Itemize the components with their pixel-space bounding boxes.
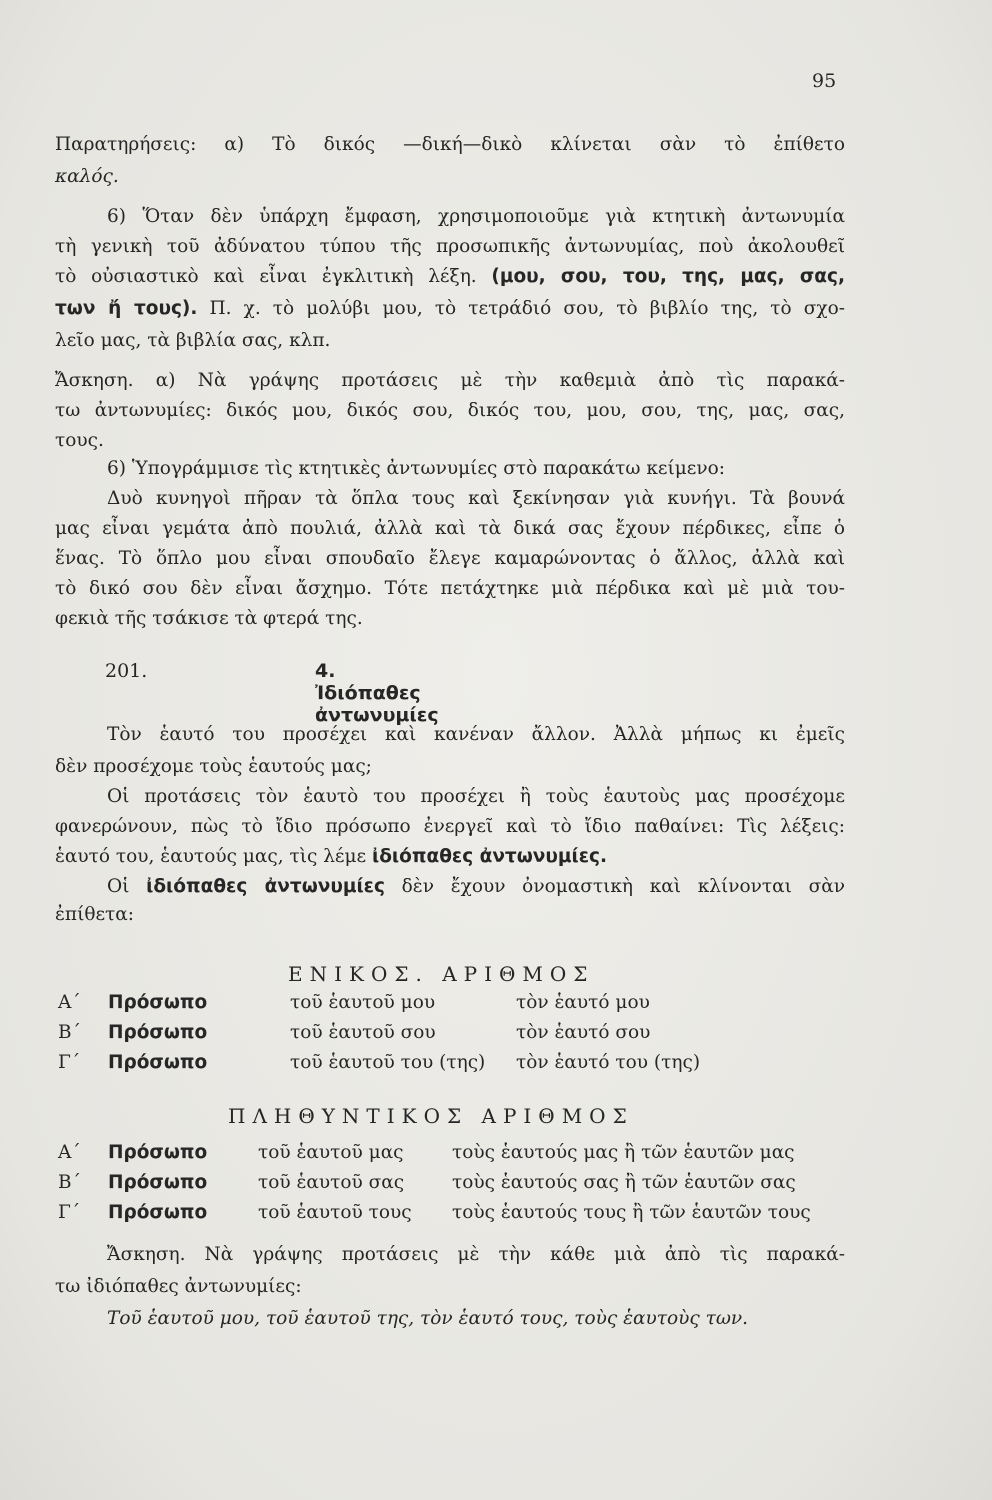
story-line3: ἕνας. Τὸ ὅπλο μου εἶναι σπουδαῖο ἔλεγε καμαρώνοντας ὁ ἄλλος, ἀλλὰ καὶ xyxy=(55,548,845,569)
observation-b-line2: τὴ γενικὴ τοῦ ἀδύνατου τύπου τῆς προσωπικῆς ἀντωνυμίας, ποὺ ἀκολουθεῖ xyxy=(55,236,845,257)
row-genitive: τοῦ ἑαυτοῦ μας xyxy=(258,1142,404,1163)
exercise1-line3: τους. xyxy=(55,430,104,451)
row-number: Β΄ xyxy=(58,1172,81,1193)
story-line4: τὸ δικό σου δὲν εἶναι ἄσχημο. Τότε πετάχτηκε μιὰ πέρδικα καὶ μὲ μιὰ του- xyxy=(55,578,845,599)
row-genitive: τοῦ ἑαυτοῦ σας xyxy=(258,1172,405,1193)
page-number: 95 xyxy=(812,70,837,92)
row-accusative: τοὺς ἑαυτούς σας ἢ τῶν ἑαυτῶν σας xyxy=(452,1172,796,1193)
section-line5: ἑαυτό του, ἑαυτούς μας, τὶς λέμε ἰδιόπαθες ἀντωνυμίες. xyxy=(55,846,608,867)
row-label: Πρόσωπο xyxy=(108,1022,208,1043)
observation-b-line1: 6) Ὅταν δὲν ὑπάρχη ἔμφαση, χρησιμοποιοῦμε γιὰ κτητικὴ ἀντωνυμία xyxy=(107,206,845,227)
exercise2-line3: Τοῦ ἑαυτοῦ μου, τοῦ ἑαυτοῦ της, τὸν ἑαυτό τους, τοὺς ἑαυτοὺς των. xyxy=(107,1308,749,1329)
row-number: Γ΄ xyxy=(58,1052,81,1073)
row-number: Α΄ xyxy=(58,992,81,1013)
row-label: Πρόσωπο xyxy=(108,992,208,1013)
observation-a-line2: καλός. xyxy=(55,166,119,187)
exercise2-line1: Ἄσκηση. Νὰ γράψης προτάσεις μὲ τὴν κάθε μιὰ ἀπὸ τὶς παρακά- xyxy=(107,1244,845,1265)
exercise1-line1: Ἄσκηση. α) Νὰ γράψης προτάσεις μὲ τὴν καθεμιὰ ἀπὸ τὶς παρακά- xyxy=(55,370,845,391)
row-number: Γ΄ xyxy=(58,1202,81,1223)
row-label: Πρόσωπο xyxy=(108,1172,208,1193)
row-number: Β΄ xyxy=(58,1022,81,1043)
section-number: 201. xyxy=(105,660,148,682)
row-accusative: τοὺς ἑαυτούς μας ἢ τῶν ἑαυτῶν μας xyxy=(452,1142,795,1163)
observation-a-line1: Παρατηρήσεις: α) Τὸ δικός —δική—δικὸ κλίνεται σὰν τὸ ἐπίθετο xyxy=(55,134,845,155)
section-line6: Οἱ ἰδιόπαθες ἀντωνυμίες δὲν ἔχουν ὀνομαστικὴ καὶ κλίνονται σὰν xyxy=(107,876,845,897)
section-line3: Οἱ προτάσεις τὸν ἑαυτὸ του προσέχει ἢ τοὺς ἑαυτοὺς μας προσέχομε xyxy=(107,786,845,807)
row-accusative: τὸν ἑαυτό σου xyxy=(516,1022,651,1043)
singular-table-title: ΕΝΙΚΟΣ. ΑΡΙΘΜΟΣ xyxy=(288,962,595,986)
row-accusative: τὸν ἑαυτό του (της) xyxy=(516,1052,701,1073)
section-title: 4. Ἰδιόπαθες ἀντωνυμίες xyxy=(315,660,439,726)
story-line1: Δυὸ κυνηγοὶ πῆραν τὰ ὅπλα τους καὶ ξεκίνησαν γιὰ κυνήγι. Τὰ βουνά xyxy=(107,488,845,509)
row-label: Πρόσωπο xyxy=(108,1202,208,1223)
exercise1-line2: τω ἀντωνυμίες: δικός μου, δικός σου, δικός του, μου, σου, της, μας, σας, xyxy=(55,400,845,421)
exercise1-b-line1: 6) Ὑπογράμμισε τὶς κτητικὲς ἀντωνυμίες στὸ παρακάτω κείμενο: xyxy=(107,458,725,479)
story-line5: φεκιὰ τῆς τσάκισε τὰ φτερά της. xyxy=(55,608,363,629)
story-line2: μας εἶναι γεμάτα ἀπὸ πουλιά, ἀλλὰ καὶ τὰ δικά σας ἔχουν πέρδικες, εἶπε ὁ xyxy=(55,518,845,539)
observation-b-line4: των ἤ τους). Π. χ. τὸ μολύβι μου, τὸ τετράδιό σου, τὸ βιβλίο της, τὸ σχο- xyxy=(55,298,845,319)
section-line7: ἐπίθετα: xyxy=(55,904,135,925)
row-genitive: τοῦ ἑαυτοῦ του (της) xyxy=(290,1052,486,1073)
section-line4: φανερώνουν, πὼς τὸ ἴδιο πρόσωπο ἐνεργεῖ καὶ τὸ ἴδιο παθαίνει: Τὶς λέξεις: xyxy=(55,816,845,837)
row-genitive: τοῦ ἑαυτοῦ σου xyxy=(290,1022,436,1043)
section-line2: δὲν προσέχομε τοὺς ἑαυτούς μας; xyxy=(55,756,372,777)
row-label: Πρόσωπο xyxy=(108,1142,208,1163)
row-label: Πρόσωπο xyxy=(108,1052,208,1073)
observation-b-line3: τὸ οὐσιαστικὸ καὶ εἶναι ἐγκλιτικὴ λέξη. (μου, σου, του, της, μας, σας, xyxy=(55,266,846,287)
row-number: Α΄ xyxy=(58,1142,81,1163)
row-accusative: τοὺς ἑαυτούς τους ἢ τῶν ἑαυτῶν τους xyxy=(452,1202,811,1223)
plural-table-title: ΠΛΗΘΥΝΤΙΚΟΣ ΑΡΙΘΜΟΣ xyxy=(228,1104,634,1128)
row-accusative: τὸν ἑαυτό μου xyxy=(516,992,650,1013)
row-genitive: τοῦ ἑαυτοῦ μου xyxy=(290,992,436,1013)
section-line1: Τὸν ἑαυτό του προσέχει καὶ κανέναν ἄλλον. Ἀλλὰ μήπως κι ἐμεῖς xyxy=(107,724,845,745)
row-genitive: τοῦ ἑαυτοῦ τους xyxy=(258,1202,412,1223)
observation-b-line5: λεῖο μας, τὰ βιβλία σας, κλπ. xyxy=(55,330,331,351)
exercise2-line2: τω ἰδιόπαθες ἀντωνυμίες: xyxy=(55,1276,302,1297)
